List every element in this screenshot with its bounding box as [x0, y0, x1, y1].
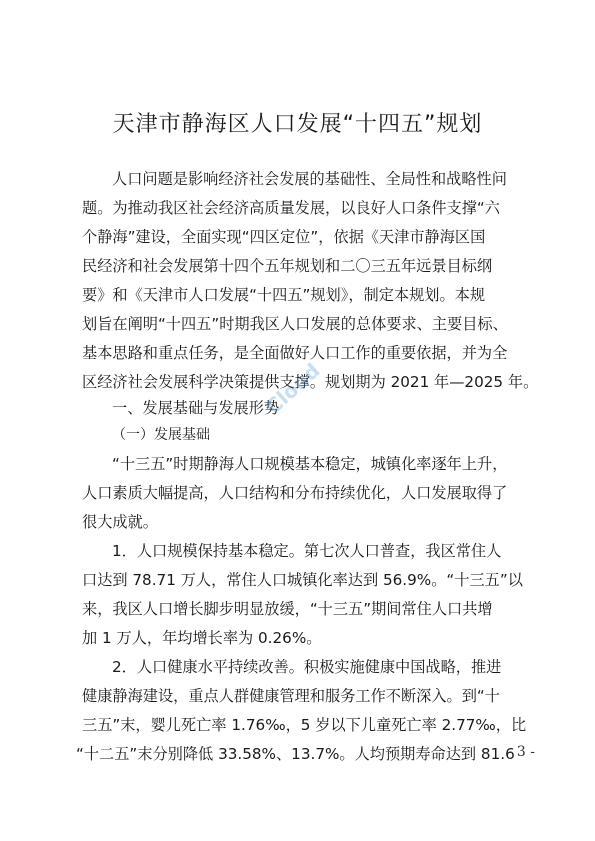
paragraph-line: 2．人口健康水平持续改善。积极实施健康中国战略，推进 [112, 658, 502, 676]
paragraph-line: 很大成就。 [82, 513, 158, 531]
paragraph-line: 民经济和社会发展第十四个五年规划和二〇三五年远景目标纲 [82, 257, 493, 275]
paragraph-line: 区经济社会发展科学决策提供支撑。规划期为 2021 年—2025 年。 [82, 373, 539, 391]
paragraph-line: 健康静海建设，重点人群健康管理和服务工作不断深入。到“十 [82, 687, 500, 705]
paragraph-line: 要》和《天津市人口发展“十四五”规划》，制定本规划。本规 [82, 286, 486, 304]
paragraph-line: 题。为推动我区社会经济高质量发展，以良好人口条件支撑“六 [82, 199, 500, 217]
paragraph-line: 基本思路和重点任务，是全面做好人口工作的重要依据，并为全 [82, 344, 508, 362]
paragraph-line: 人口问题是影响经济社会发展的基础性、全局性和战略性问 [112, 170, 507, 188]
paragraph-line: 划旨在阐明“十四五”时期我区人口发展的总体要求、主要目标、 [82, 315, 508, 333]
paragraph-line: 加 1 万人，年均增长率为 0.26%。 [82, 629, 322, 647]
paragraph-line: 三五”末，婴儿死亡率 1.76‰，5 岁以下儿童死亡率 2.77‰，比 [82, 716, 527, 734]
paragraph-line: 1．人口规模保持基本稳定。第七次人口普查，我区常住人 [112, 542, 502, 560]
watermark-text: Cloud [261, 358, 325, 419]
paragraph-line: “十三五”时期静海人口规模基本稳定，城镇化率逐年上升， [112, 455, 508, 473]
subsection-heading: （一）发展基础 [112, 427, 210, 443]
cloud-watermark [255, 358, 365, 455]
paragraph-line: 口达到 78.71 万人，常住人口城镇化率达到 56.9%。“十三五”以 [82, 571, 523, 589]
paragraph-line: 来，我区人口增长脚步明显放缓，“十三五”期间常住人口共增 [82, 600, 493, 618]
page-number: - 3 - [507, 744, 535, 760]
paragraph-line: 个静海”建设，全面实现“四区定位”，依据《天津市静海区国 [82, 228, 486, 246]
paragraph-line: “十二五”末分别降低 33.58%、13.7%。人均预期寿命达到 81.6 [76, 745, 515, 763]
document-title: 天津市静海区人口发展“十四五”规划 [112, 112, 483, 137]
section-heading: 一、发展基础与发展形势 [112, 399, 280, 417]
paragraph-line: 人口素质大幅提高，人口结构和分布持续优化，人口发展取得了 [82, 484, 508, 502]
